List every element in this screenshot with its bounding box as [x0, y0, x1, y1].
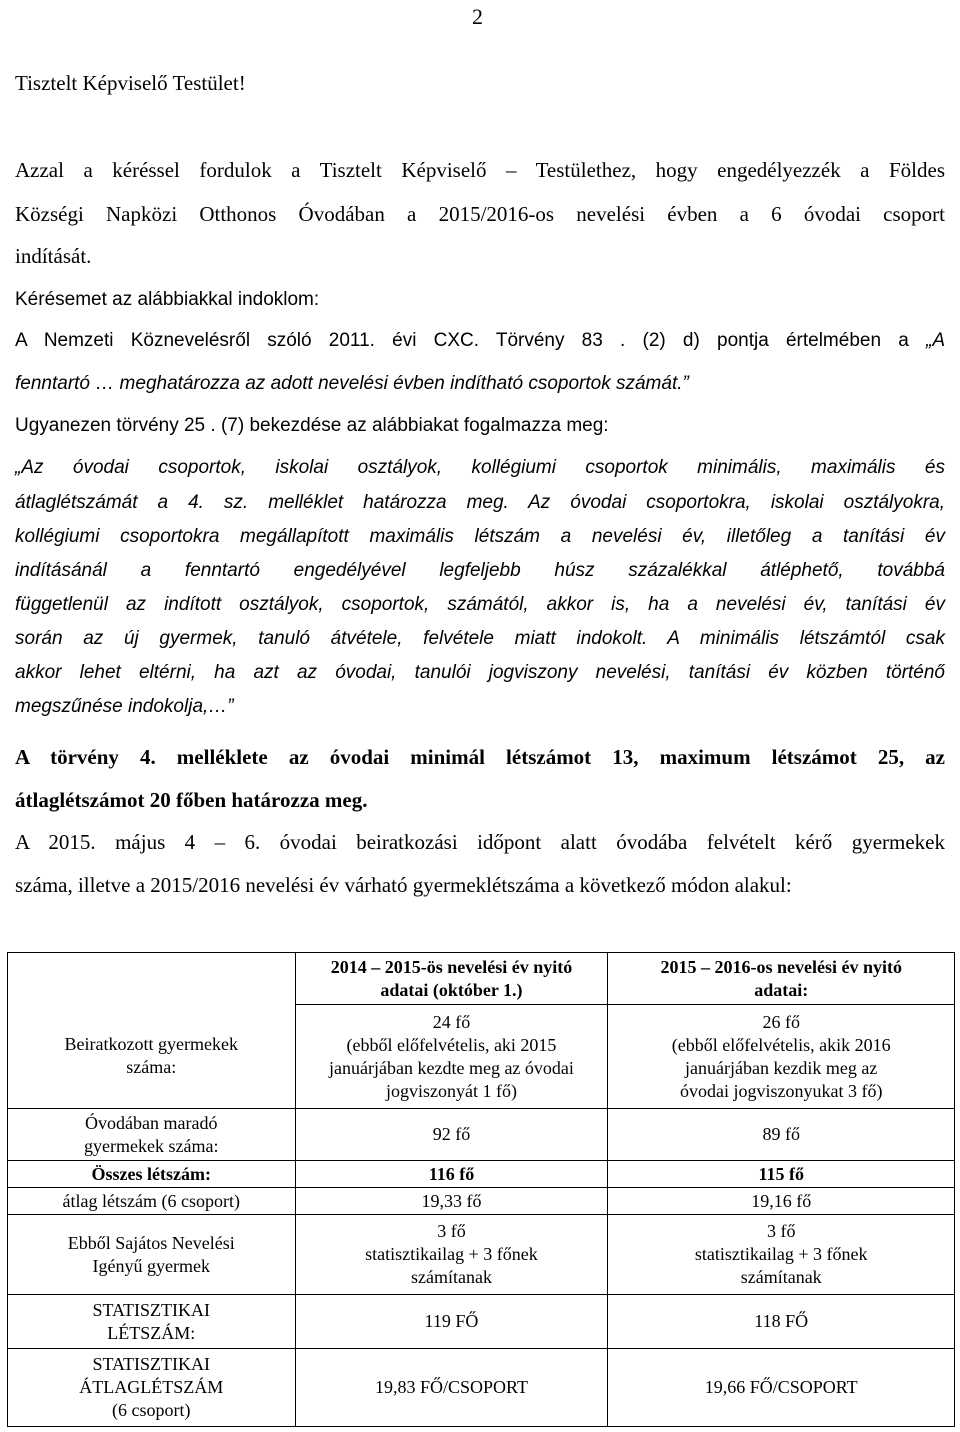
row-label-average: átlag létszám (6 csoport) — [8, 1188, 296, 1215]
enrollment-intro-line-1: A 2015. május 4 – 6. óvodai beiratkozási időpont alatt óvodába felvételt kérő gyermekek — [15, 830, 945, 854]
salutation: Tisztelt Képviselő Testület! — [15, 71, 246, 95]
request-line-3: indítását. — [15, 244, 92, 268]
law-25-line: Ugyanezen törvény 25 . (7) bekezdése az alábbiakat fogalmazza meg: — [15, 415, 609, 436]
stat-average-2014: 19,83 FŐ/CSOPORT — [295, 1349, 608, 1427]
row-label-remaining — [8, 1109, 296, 1161]
special-2014-line-2: statisztikailag + 3 főnek — [365, 1244, 538, 1264]
stat-average-2015: 19,66 FŐ/CSOPORT — [608, 1349, 955, 1427]
table-header-empty — [8, 953, 296, 1005]
law-summary-line-2: átlaglétszámot 20 főben határozza meg. — [15, 788, 368, 812]
quote-paragraph-line-8: megszűnése indokolja,…” — [15, 696, 234, 717]
row-label-special — [8, 1215, 296, 1295]
enrolled-label-line-1: Beiratkozott gyermekek — [64, 1034, 238, 1055]
stat-average-label-line-3: (6 csoport) — [112, 1400, 191, 1420]
special-label-line-1: Ebből Sajátos Nevelési — [67, 1232, 235, 1253]
quote-paragraph-line-2: átlaglétszámát a 4. sz. melléklet határozza meg. Az óvodai csoportokra, iskolai osztályokra, — [15, 492, 945, 513]
table-header-2014 — [295, 953, 608, 1005]
table-header-2015 — [608, 953, 955, 1005]
enrolled-2014-line-4: jogviszonyát 1 fő) — [385, 1080, 517, 1101]
special-2014-line-3: számítanak — [410, 1267, 492, 1287]
special-2015 — [608, 1215, 955, 1295]
special-2014-line-1: 3 fő — [437, 1221, 466, 1241]
stat-total-label-line-1: STATISZTIKAI — [92, 1299, 211, 1320]
table-header-row — [8, 953, 955, 1005]
quote-paragraph-line-4: indításánál a fenntartó engedélyével legfeljebb húsz százalékkal átléphető, továbbá — [15, 560, 945, 581]
enrolled-2014-line-2: (ebből előfelvételis, aki 2015 — [346, 1034, 557, 1055]
stat-average-label-line-2: ÁTLAGLÉTSZÁM — [79, 1377, 224, 1397]
enrolled-2015 — [608, 1005, 955, 1109]
justification-intro: Kérésemet az alábbiakkal indoklom: — [15, 289, 320, 310]
stat-average-label-line-1: STATISZTIKAI — [92, 1354, 211, 1374]
table-row-enrolled — [8, 1005, 955, 1109]
table-row-stat-average — [8, 1349, 955, 1427]
header-2015-line-1: 2015 – 2016-os nevelési év nyitó — [660, 956, 902, 977]
row-label-stat-total — [8, 1295, 296, 1349]
stat-total-label-line-2: LÉTSZÁM: — [107, 1322, 196, 1343]
page-number: 2 — [472, 4, 483, 29]
row-label-enrolled — [8, 1005, 296, 1109]
header-2015-line-2: adatai: — [754, 979, 809, 1000]
enrolled-label-line-2: száma: — [126, 1057, 177, 1078]
law-summary-line-1: A törvény 4. melléklete az óvodai minimál létszámot 13, maximum létszámot 25, az — [15, 745, 945, 769]
enrolled-2015-line-1: 26 fő — [762, 1011, 800, 1032]
remaining-label-line-1: Óvodában maradó — [85, 1112, 218, 1133]
header-2014-line-1: 2014 – 2015-ös nevelési év nyitó — [330, 956, 573, 977]
enrolled-2015-line-3: januárjában kezdik meg az — [685, 1057, 878, 1078]
header-2014-line-2: adatai (október 1.) — [380, 979, 523, 1000]
enrolled-2015-line-2: (ebből előfelvételis, akik 2016 — [671, 1034, 891, 1055]
quote-paragraph-line-5: függetlenül az indított osztályok, csoportok, számától, akkor is, ha a nevelési év, tanítási év — [15, 594, 945, 615]
table-row-average — [8, 1188, 955, 1215]
row-label-total: Összes létszám: — [8, 1161, 296, 1188]
total-2014: 116 fő — [295, 1161, 608, 1188]
stat-total-2014: 119 FŐ — [295, 1295, 608, 1349]
remaining-2014: 92 fő — [295, 1109, 608, 1161]
row-label-stat-average — [8, 1349, 296, 1427]
special-2015-line-2: statisztikailag + 3 főnek — [694, 1244, 868, 1264]
remaining-2015: 89 fő — [608, 1109, 955, 1161]
total-2015: 115 fő — [608, 1161, 955, 1188]
remaining-label-line-2: gyermekek száma: — [84, 1135, 219, 1156]
table-row-remaining — [8, 1109, 955, 1161]
enrollment-table — [7, 952, 955, 1427]
enrolled-2014 — [295, 1005, 608, 1109]
table-row-total — [8, 1161, 955, 1188]
table-row-special — [8, 1215, 955, 1295]
quote-line: fenntartó … meghatározza az adott nevelési évben indítható csoportok számát.” — [15, 373, 689, 394]
request-line-2: Községi Napközi Otthonos Óvodában a 2015/2016-os nevelési évben a 6 óvodai csoport — [15, 202, 945, 226]
enrolled-2014-line-1: 24 fő — [432, 1011, 471, 1032]
law-reference-a: A Nemzeti Köznevelésről szóló 2011. évi CXC. Törvény 83 . — [15, 330, 626, 351]
special-2015-line-3: számítanak — [740, 1267, 822, 1287]
enrolled-2014-line-3: januárjában kezdte meg az óvodai — [329, 1057, 574, 1078]
average-2014: 19,33 fő — [295, 1188, 608, 1215]
law-reference-b: (2) d) pontja értelmében a — [642, 330, 909, 351]
quote-paragraph-line-3: kollégiumi csoportokra megállapított maximális létszám a nevelési év, illetőleg a tanítási év — [15, 526, 945, 547]
special-2014 — [295, 1215, 608, 1295]
law-reference-line — [15, 328, 945, 354]
quote-open: „A — [926, 330, 945, 351]
table-row-stat-total — [8, 1295, 955, 1349]
average-2015: 19,16 fő — [608, 1188, 955, 1215]
quote-paragraph-line-6: során az új gyermek, tanuló átvétele, felvétele miatt indokolt. A minimális létszámtól csak — [15, 628, 945, 649]
stat-total-2015: 118 FŐ — [608, 1295, 955, 1349]
enrollment-intro-line-2: száma, illetve a 2015/2016 nevelési év várható gyermeklétszáma a következő módon alakul: — [15, 873, 792, 897]
request-line-1: Azzal a kéréssel fordulok a Tisztelt Képviselő – Testülethez, hogy engedélyezzék a Földes — [15, 158, 945, 182]
quote-paragraph-line-7: akkor lehet eltérni, ha azt az óvodai, tanulói jogviszony nevelési, tanítási év közben történő — [15, 662, 945, 683]
quote-paragraph-line-1: „Az óvodai csoportok, iskolai osztályok, kollégiumi csoportok minimális, maximális és — [15, 457, 945, 478]
enrolled-2015-line-4: óvodai jogviszonyukat 3 fő) — [679, 1080, 883, 1101]
special-label-line-2: Igényű gyermek — [92, 1255, 210, 1276]
special-2015-line-1: 3 fő — [766, 1221, 796, 1241]
